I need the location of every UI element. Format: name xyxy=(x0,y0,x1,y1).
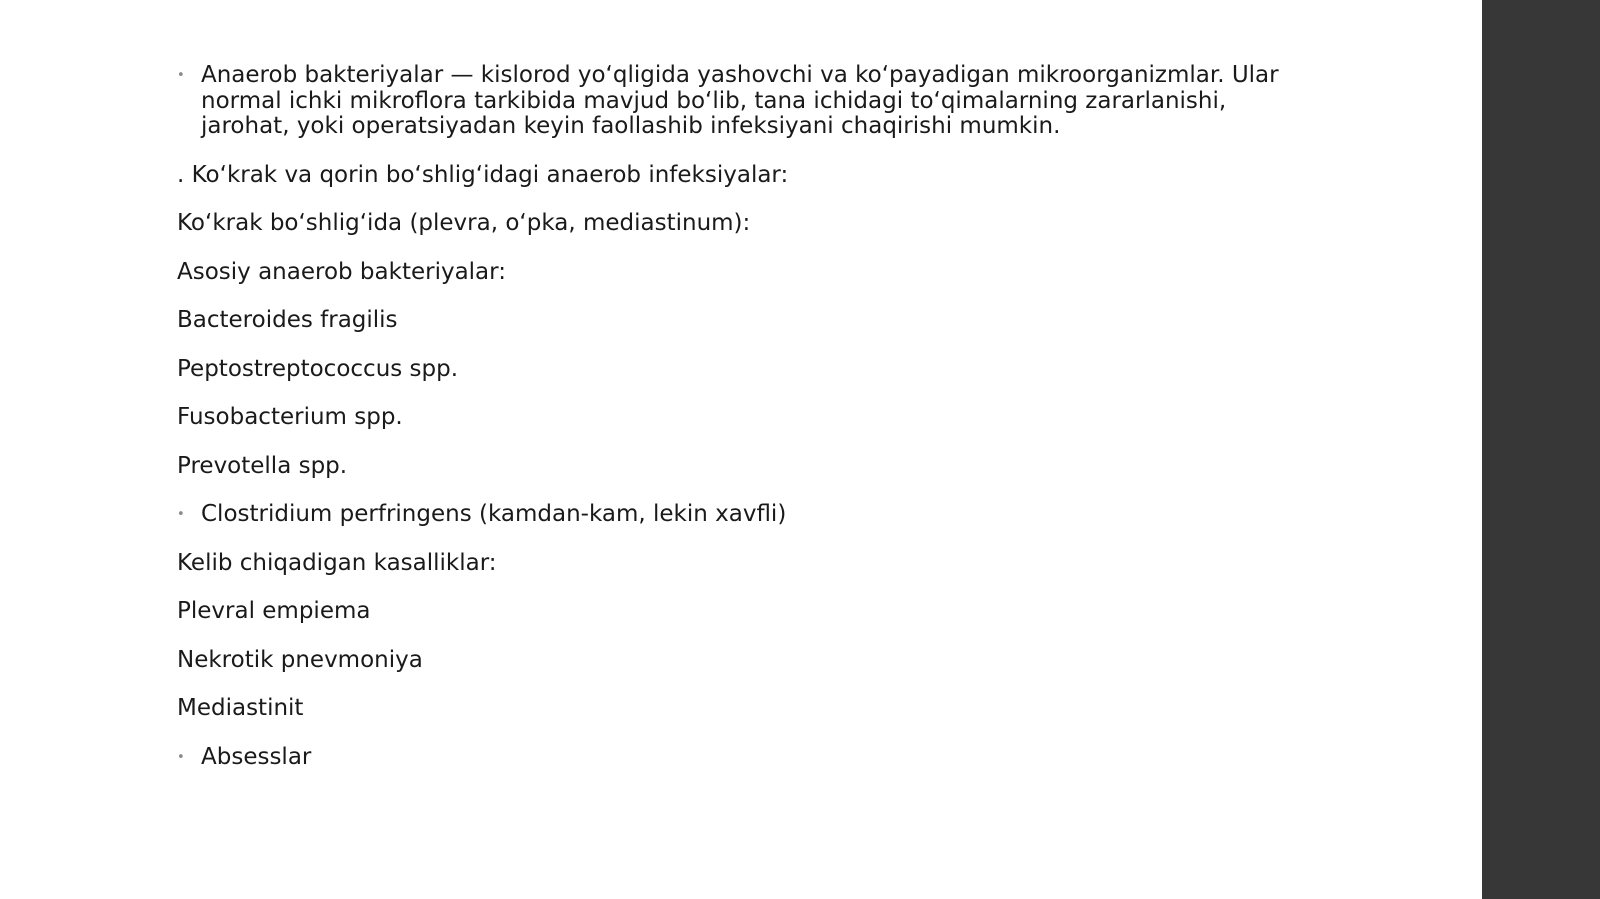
paragraph-text: Plevral empiema xyxy=(177,598,371,624)
paragraph-text: Asosiy anaerob bakteriyalar: xyxy=(177,258,506,285)
paragraph-mediastinitis xyxy=(177,696,1287,722)
paragraph-text: Absesslar xyxy=(201,743,312,770)
paragraph-bullet-abscesses xyxy=(177,745,1287,771)
paragraph-main-bacteria xyxy=(177,260,1287,286)
paragraph-text: Anaerob bakteriyalar — kislorod yo‘qligida yashovchi va ko‘payadigan mikroorganizmlar. Ular normal ichki mikroflora tarkibida mavjud bo‘lib, tana ichidagi to‘qimalarning zararlanishi, jarohat, yoki operatsiyadan keyin faollashib infeksiyani chaqirishi mumkin. xyxy=(201,62,1279,139)
paragraph-bullet-anaerob-definition xyxy=(177,63,1287,140)
paragraph-text: Ko‘krak bo‘shlig‘ida (plevra, o‘pka, mediastinum): xyxy=(177,210,751,236)
paragraph-prevotella xyxy=(177,454,1287,480)
paragraph-text: Nekrotik pnevmoniya xyxy=(177,646,423,673)
paragraph-text: Mediastinit xyxy=(177,695,304,721)
paragraph-text: Kelib chiqadigan kasalliklar: xyxy=(177,549,497,576)
paragraph-bullet-clostridium xyxy=(177,502,1287,528)
bullet-marker: • xyxy=(177,68,185,83)
paragraph-text: Clostridium perfringens (kamdan-kam, lekin xavfli) xyxy=(201,501,787,527)
paragraph-fusobacterium xyxy=(177,405,1287,431)
paragraph-necrotic-pneumonia xyxy=(177,648,1287,674)
bullet-marker: • xyxy=(177,749,185,765)
paragraph-text: . Ko‘krak va qorin bo‘shlig‘idagi anaerob infeksiyalar: xyxy=(177,161,789,188)
right-side-bar xyxy=(1482,0,1600,899)
paragraph-chest-cavity xyxy=(177,211,1287,237)
paragraph-peptostreptococcus xyxy=(177,357,1287,383)
bullet-marker: • xyxy=(177,507,185,522)
paragraph-text: Peptostreptococcus spp. xyxy=(177,355,459,382)
paragraph-bacteroides xyxy=(177,308,1287,334)
paragraph-text: Fusobacterium spp. xyxy=(177,404,403,430)
paragraph-text: Bacteroides fragilis xyxy=(177,307,398,333)
paragraph-text: Prevotella spp. xyxy=(177,452,348,479)
paragraph-resulting-diseases xyxy=(177,551,1287,577)
paragraph-heading-infections xyxy=(177,163,1287,189)
paragraph-pleural-empyema xyxy=(177,599,1287,625)
slide-content xyxy=(177,63,1287,793)
